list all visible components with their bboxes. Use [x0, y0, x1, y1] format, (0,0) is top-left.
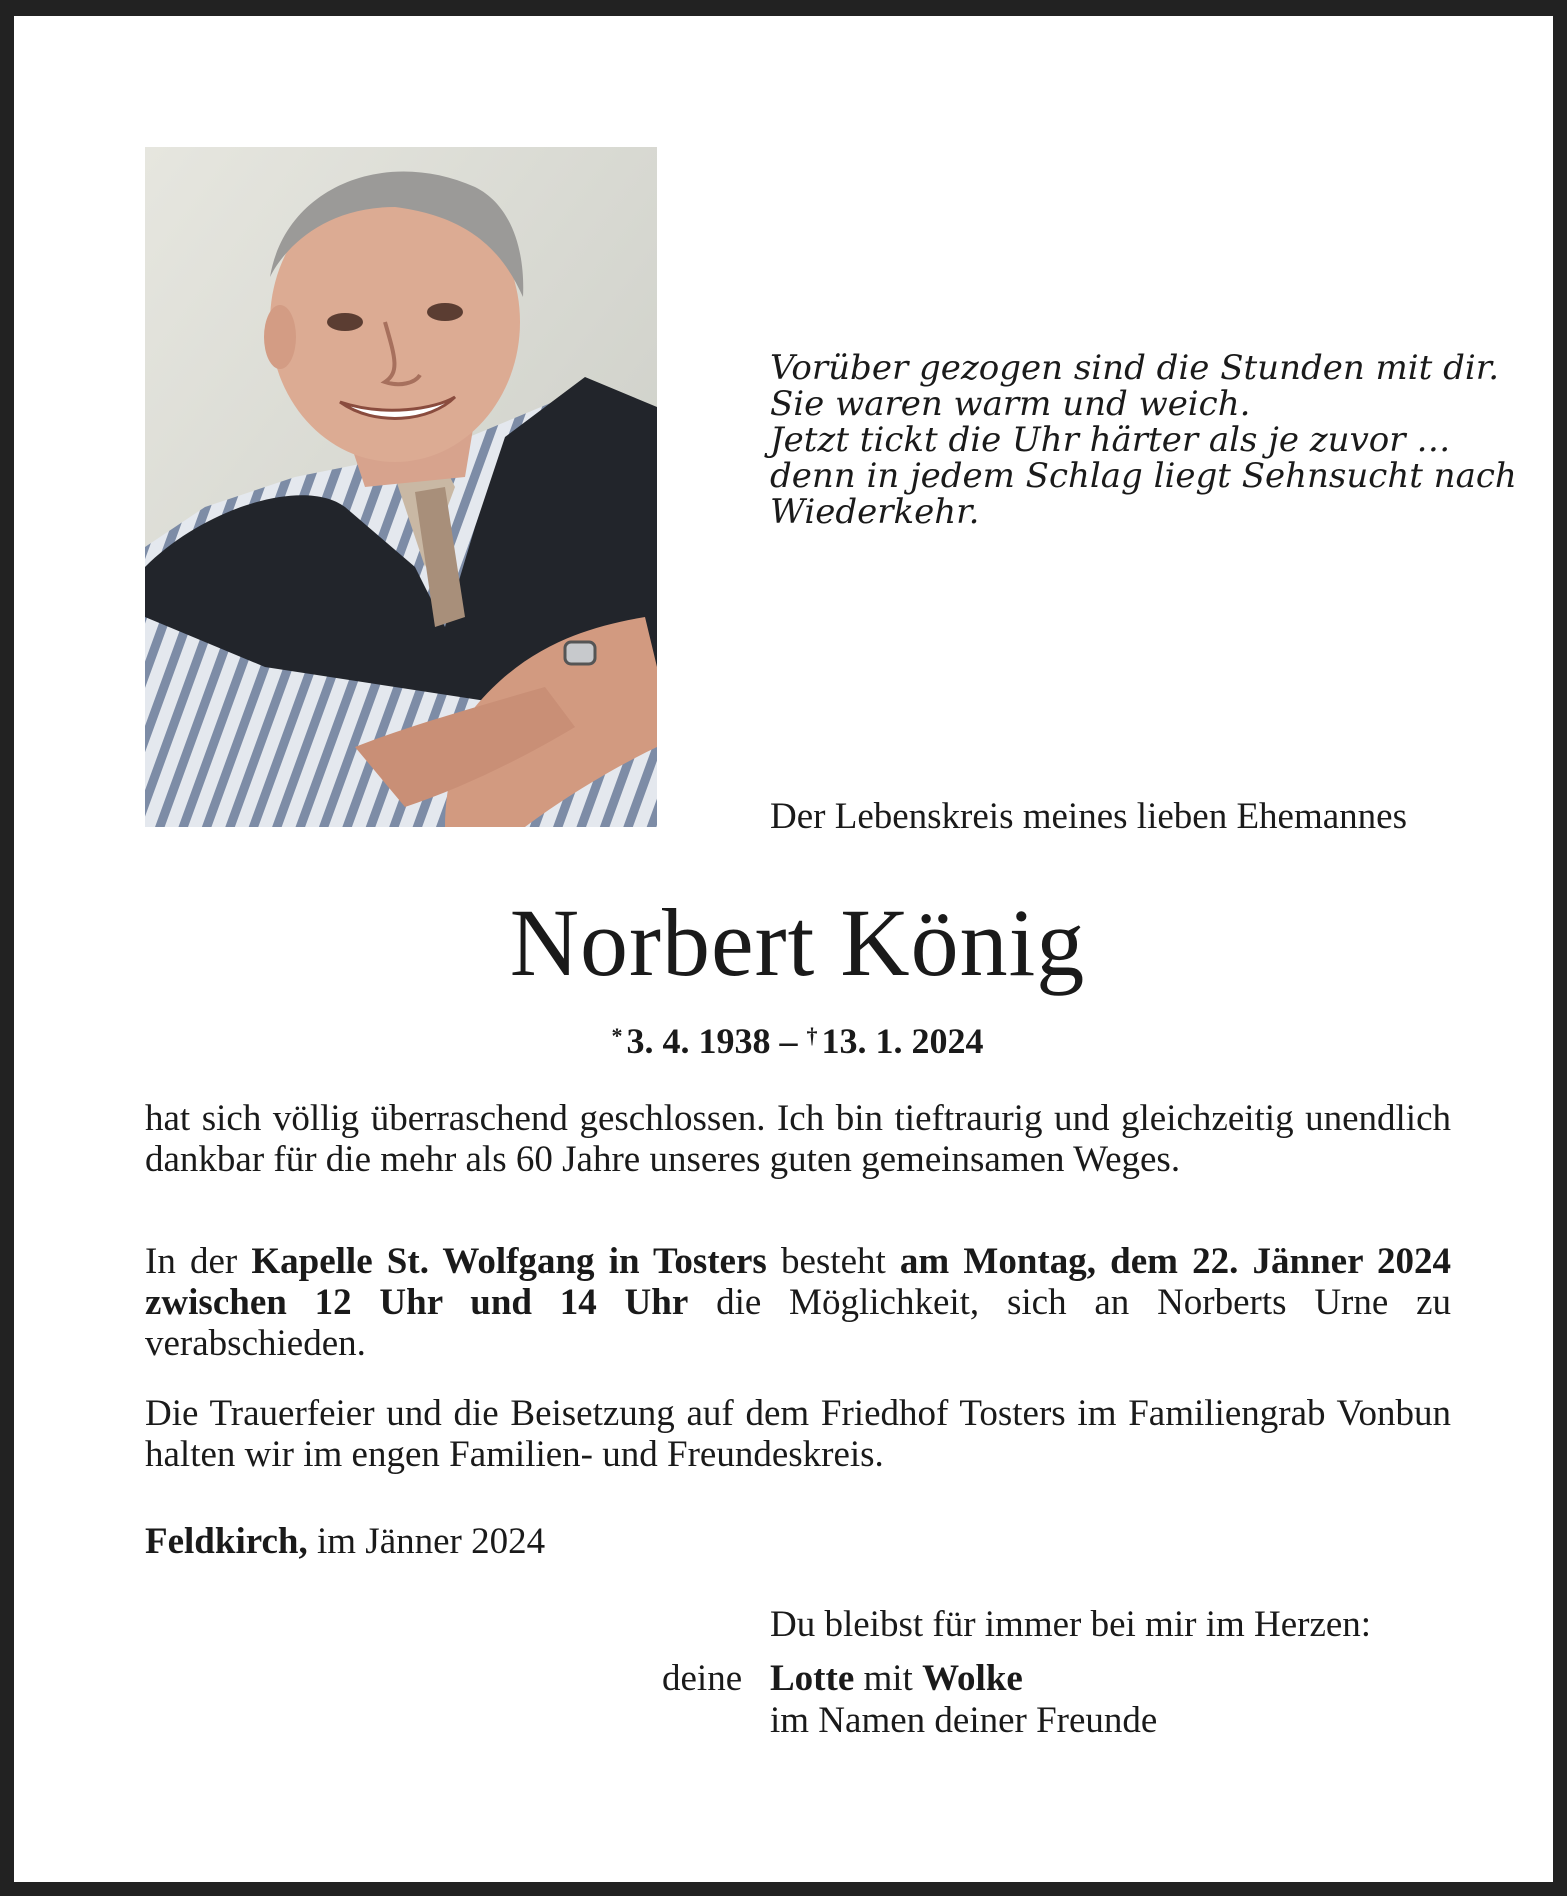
poem	[770, 348, 1517, 532]
body-paragraph-1: hat sich völlig überraschend geschlossen. Ich bin tieftraurig und gleichzeitig unendlich dankbar für die mehr als 60 Jahre unseres guten gemeinsamen Weges.	[145, 1098, 1451, 1180]
life-dates	[14, 1014, 1567, 1063]
poem-line: Wiederkehr.	[770, 492, 980, 532]
signature-row-2: im Namen deiner Freunde	[770, 1700, 1158, 1741]
poem-line: Sie waren warm und weich.	[770, 384, 1251, 424]
body-paragraph-2	[145, 1241, 1451, 1364]
birth-symbol: *	[611, 1023, 623, 1048]
portrait-illustration	[145, 147, 657, 827]
signature-row-1	[662, 1658, 1462, 1700]
poem-line: denn in jedem Schlag liegt Sehnsucht nach	[770, 456, 1517, 496]
signature-name-wolke: Wolke	[922, 1658, 1023, 1699]
deceased-name: Norbert König	[509, 889, 1086, 996]
paragraph2-part1: In der	[145, 1241, 252, 1282]
death-symbol: †	[806, 1023, 818, 1048]
portrait-photo	[145, 147, 657, 827]
intro-text: Der Lebenskreis meines lieben Ehemannes	[770, 796, 1407, 837]
place-date	[145, 1521, 545, 1563]
farewell-time: am Montag, dem 22. Jänner 2024 zwischen 12 Uhr und 14 Uhr	[145, 1241, 1451, 1323]
paragraph2-part2: besteht	[766, 1241, 900, 1282]
place-city: Feldkirch,	[145, 1521, 308, 1562]
poem-line: Jetzt tickt die Uhr härter als je zuvor …	[770, 420, 1451, 460]
date-separator: –	[770, 1021, 807, 1061]
body-paragraph-3: Die Trauerfeier und die Beisetzung auf dem Friedhof Tosters im Familiengrab Vonbun halten wir im engen Familien- und Freundeskreis.	[145, 1393, 1451, 1475]
signature-name-lotte: Lotte	[770, 1658, 855, 1699]
signature-prefix: deine	[662, 1658, 743, 1699]
birth-date: 3. 4. 1938	[626, 1021, 771, 1061]
signature-connector: mit	[854, 1658, 923, 1699]
place-date-text: im Jänner 2024	[307, 1521, 546, 1562]
paragraph2-part3: die Möglichkeit, sich an Norberts Urne zu verabschieden.	[145, 1282, 1451, 1364]
poem-line: Vorüber gezogen sind die Stunden mit dir.	[770, 348, 1500, 388]
chapel-location: Kapelle St. Wolfgang in Tosters	[251, 1241, 767, 1282]
death-date: 13. 1. 2024	[821, 1021, 984, 1061]
signature-block	[662, 1658, 1462, 1742]
closing-line: Du bleibst für immer bei mir im Herzen:	[770, 1604, 1372, 1645]
